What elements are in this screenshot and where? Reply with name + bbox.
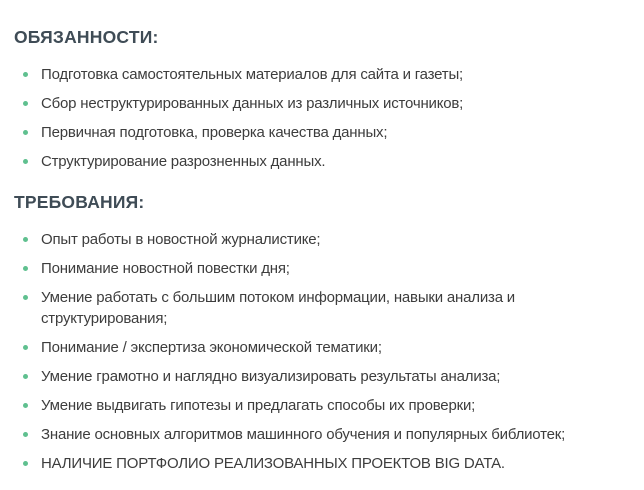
section-responsibilities: [14, 27, 614, 172]
responsibilities-list: [14, 64, 592, 172]
list-item-text: Подготовка самостоятельных материалов для сайта и газеты;: [41, 66, 464, 83]
requirements-heading: ТРЕБОВАНИЯ:: [14, 192, 145, 212]
list-item: [14, 395, 592, 416]
bullet-dot-icon: [23, 345, 28, 350]
list-item-text: Сбор неструктурированных данных из различных источников;: [41, 95, 464, 112]
list-item: [14, 337, 592, 358]
list-item-text: Знание основных алгоритмов машинного обучения и популярных библиотек;: [41, 426, 566, 443]
list-item: [14, 93, 592, 114]
list-item: [14, 424, 592, 445]
list-item-text: Умение грамотно и наглядно визуализировать результаты анализа;: [41, 368, 501, 385]
bullet-dot-icon: [23, 130, 28, 135]
list-item: [14, 258, 592, 279]
list-item-text: Первичная подготовка, проверка качества данных;: [41, 124, 388, 141]
list-item-text: Структурирование разрозненных данных.: [41, 153, 326, 170]
list-item: [14, 453, 592, 474]
list-item: [14, 229, 592, 250]
bullet-dot-icon: [23, 295, 28, 300]
list-item-text: Умение работать с большим потоком информации, навыки анализа и структурирования;: [41, 289, 515, 327]
bullet-dot-icon: [23, 237, 28, 242]
list-item-text: Понимание / экспертиза экономической тематики;: [41, 339, 382, 356]
bullet-dot-icon: [23, 101, 28, 106]
list-item: [14, 287, 592, 329]
list-item-text: Опыт работы в новостной журналистике;: [41, 231, 321, 248]
bullet-dot-icon: [23, 266, 28, 271]
bullet-dot-icon: [23, 403, 28, 408]
section-requirements: [14, 192, 614, 474]
bullet-dot-icon: [23, 374, 28, 379]
list-item: [14, 64, 592, 85]
list-item-text: Понимание новостной повестки дня;: [41, 260, 290, 277]
list-item-text: НАЛИЧИЕ ПОРТФОЛИО РЕАЛИЗОВАННЫХ ПРОЕКТОВ BIG DATA.: [41, 455, 505, 472]
list-item: [14, 151, 592, 172]
bullet-dot-icon: [23, 432, 28, 437]
requirements-list: [14, 229, 592, 474]
bullet-dot-icon: [23, 461, 28, 466]
list-item: [14, 122, 592, 143]
responsibilities-heading: ОБЯЗАННОСТИ:: [14, 27, 159, 47]
bullet-dot-icon: [23, 159, 28, 164]
list-item-text: Умение выдвигать гипотезы и предлагать способы их проверки;: [41, 397, 476, 414]
bullet-dot-icon: [23, 72, 28, 77]
list-item: [14, 366, 592, 387]
